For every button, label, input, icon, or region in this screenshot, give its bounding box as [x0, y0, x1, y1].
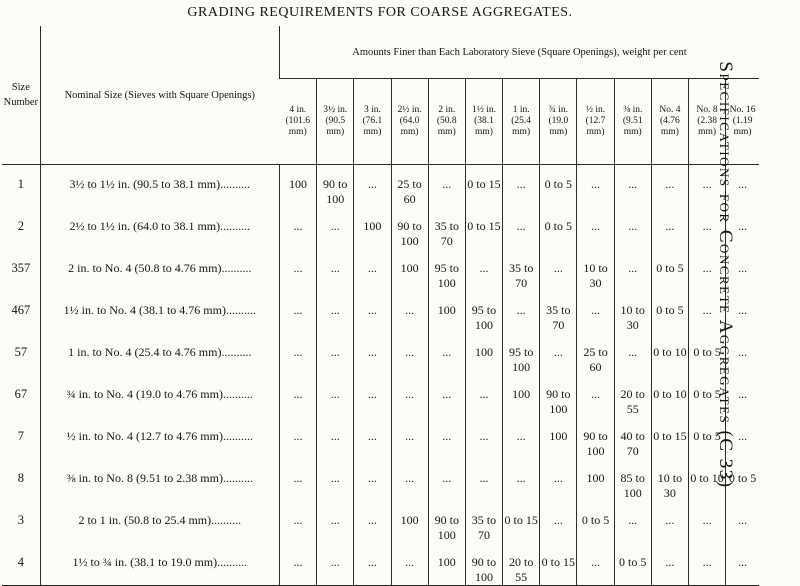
percent-finer-cell: 0 to 5 — [689, 333, 726, 375]
percent-finer-cell: ... — [689, 501, 726, 543]
grading-table — [2, 26, 759, 586]
percent-finer-cell: ... — [614, 207, 651, 249]
size-number-cell: 357 — [11, 261, 31, 275]
table-row — [2, 165, 759, 208]
percent-finer-cell: ... — [726, 207, 759, 249]
percent-finer-cell: ... — [577, 375, 614, 417]
percent-finer-cell: ... — [391, 459, 428, 501]
running-head: Specifications for Concrete Aggregates (C 33) — [715, 61, 736, 489]
nominal-size-header: Nominal Size (Sieves with Square Openings) — [40, 26, 279, 165]
percent-finer-cell: ... — [540, 333, 577, 375]
percent-finer-cell: ... — [354, 165, 391, 208]
size-number-cell: 7 — [17, 429, 24, 443]
percent-finer-cell: 0 to 15 — [540, 543, 577, 586]
nominal-size-cell: 2 in. to No. 4 (50.8 to 4.76 mm).......... — [40, 249, 279, 291]
nominal-size-cell: 3½ to 1½ in. (90.5 to 38.1 mm).......... — [40, 165, 279, 208]
percent-finer-cell: ... — [689, 249, 726, 291]
percent-finer-cell: ... — [503, 459, 540, 501]
table-row — [2, 249, 759, 291]
percent-finer-cell: 90 to 100 — [465, 543, 502, 586]
sieve-header: 2 in. (50.8 mm) — [428, 79, 465, 165]
percent-finer-cell: ... — [354, 459, 391, 501]
size-number-cell: 3 — [17, 513, 24, 527]
percent-finer-cell: ... — [354, 333, 391, 375]
percent-finer-cell: 35 to 70 — [465, 501, 502, 543]
percent-finer-cell: ... — [317, 291, 354, 333]
sieve-header: 2½ in. (64.0 mm) — [391, 79, 428, 165]
size-number-cell: 1 — [17, 177, 24, 191]
percent-finer-cell: ... — [317, 333, 354, 375]
percent-finer-cell: ... — [689, 543, 726, 586]
percent-finer-cell: 0 to 10 — [689, 459, 726, 501]
percent-finer-cell: ... — [279, 333, 316, 375]
percent-finer-cell: ... — [689, 165, 726, 208]
percent-finer-cell: ... — [577, 207, 614, 249]
table-row — [2, 501, 759, 543]
percent-finer-cell: 0 to 15 — [465, 207, 502, 249]
percent-finer-cell: ... — [465, 459, 502, 501]
sieve-header: No. 4 (4.76 mm) — [651, 79, 688, 165]
percent-finer-cell: 0 to 5 — [540, 165, 577, 208]
percent-finer-cell: ... — [726, 375, 759, 417]
percent-finer-cell: ... — [651, 207, 688, 249]
size-number-cell: 467 — [11, 303, 31, 317]
percent-finer-cell: ... — [726, 291, 759, 333]
percent-finer-cell: 25 to 60 — [577, 333, 614, 375]
percent-finer-cell: ... — [540, 459, 577, 501]
percent-finer-cell: ... — [279, 501, 316, 543]
size-number-cell: 67 — [14, 387, 28, 401]
percent-finer-cell: ... — [317, 207, 354, 249]
table-row — [2, 417, 759, 459]
percent-finer-cell: ... — [354, 417, 391, 459]
percent-finer-cell: ... — [614, 333, 651, 375]
percent-finer-cell: 100 — [540, 417, 577, 459]
percent-finer-cell: 20 to 55 — [503, 543, 540, 586]
percent-finer-cell: ... — [540, 501, 577, 543]
percent-finer-cell: 35 to 70 — [503, 249, 540, 291]
percent-finer-cell: ... — [651, 165, 688, 208]
percent-finer-cell: ... — [577, 291, 614, 333]
size-number-cell: 2 — [17, 219, 24, 233]
amounts-finer-header: Amounts Finer than Each Laboratory Sieve (Square Openings), weight per cent — [279, 26, 759, 79]
percent-finer-cell: 90 to 100 — [428, 501, 465, 543]
percent-finer-cell: 0 to 5 — [577, 501, 614, 543]
table-row — [2, 543, 759, 586]
percent-finer-cell: ... — [465, 249, 502, 291]
nominal-size-cell: ¾ in. to No. 4 (19.0 to 4.76 mm).......... — [40, 375, 279, 417]
percent-finer-cell: 0 to 15 — [651, 417, 688, 459]
percent-finer-cell: 0 to 5 — [726, 459, 759, 501]
percent-finer-cell: ... — [354, 501, 391, 543]
percent-finer-cell: 10 to 30 — [651, 459, 688, 501]
percent-finer-cell: 0 to 15 — [503, 501, 540, 543]
table-row — [2, 375, 759, 417]
percent-finer-cell: ... — [391, 543, 428, 586]
percent-finer-cell: ... — [391, 291, 428, 333]
percent-finer-cell: ... — [614, 165, 651, 208]
nominal-size-cell: ½ in. to No. 4 (12.7 to 4.76 mm).......... — [40, 417, 279, 459]
sieve-header: 3½ in. (90.5 mm) — [317, 79, 354, 165]
percent-finer-cell: ... — [317, 249, 354, 291]
percent-finer-cell: ... — [503, 417, 540, 459]
percent-finer-cell: 90 to 100 — [391, 207, 428, 249]
percent-finer-cell: ... — [726, 249, 759, 291]
percent-finer-cell: 0 to 5 — [614, 543, 651, 586]
table-header — [2, 26, 759, 165]
percent-finer-cell: 90 to 100 — [540, 375, 577, 417]
percent-finer-cell: ... — [279, 249, 316, 291]
percent-finer-cell: ... — [428, 333, 465, 375]
percent-finer-cell: ... — [726, 501, 759, 543]
percent-finer-cell: 0 to 15 — [465, 165, 502, 208]
percent-finer-cell: ... — [354, 291, 391, 333]
percent-finer-cell: ... — [465, 417, 502, 459]
percent-finer-cell: ... — [428, 375, 465, 417]
percent-finer-cell: ... — [279, 459, 316, 501]
percent-finer-cell: ... — [503, 165, 540, 208]
percent-finer-cell: ... — [651, 543, 688, 586]
percent-finer-cell: ... — [428, 417, 465, 459]
size-number-header: Size Number — [2, 26, 40, 165]
sieve-header: ½ in. (12.7 mm) — [577, 79, 614, 165]
percent-finer-cell: ... — [503, 291, 540, 333]
percent-finer-cell: ... — [279, 375, 316, 417]
sieve-header: No. 8 (2.38 mm) — [689, 79, 726, 165]
percent-finer-cell: ... — [726, 543, 759, 586]
percent-finer-cell: ... — [428, 459, 465, 501]
percent-finer-cell: ... — [614, 501, 651, 543]
percent-finer-cell: ... — [540, 249, 577, 291]
percent-finer-cell: 90 to 100 — [317, 165, 354, 208]
percent-finer-cell: 10 to 30 — [614, 291, 651, 333]
percent-finer-cell: ... — [651, 501, 688, 543]
nominal-size-cell: 1½ to ¾ in. (38.1 to 19.0 mm).......... — [40, 543, 279, 586]
percent-finer-cell: 100 — [354, 207, 391, 249]
percent-finer-cell: 40 to 70 — [614, 417, 651, 459]
table-row — [2, 291, 759, 333]
sieve-header: 1 in. (25.4 mm) — [503, 79, 540, 165]
percent-finer-cell: 0 to 10 — [651, 333, 688, 375]
percent-finer-cell: 100 — [391, 249, 428, 291]
sieve-header: No. 16 (1.19 mm) — [726, 79, 759, 165]
size-number-cell: 57 — [14, 345, 28, 359]
percent-finer-cell: 0 to 5 — [651, 291, 688, 333]
percent-finer-cell: 100 — [391, 501, 428, 543]
percent-finer-cell: ... — [726, 165, 759, 208]
percent-finer-cell: ... — [279, 291, 316, 333]
percent-finer-cell: 0 to 5 — [689, 375, 726, 417]
percent-finer-cell: ... — [279, 417, 316, 459]
percent-finer-cell: ... — [391, 417, 428, 459]
percent-finer-cell: 90 to 100 — [577, 417, 614, 459]
percent-finer-cell: ... — [726, 417, 759, 459]
percent-finer-cell: 100 — [465, 333, 502, 375]
percent-finer-cell: 85 to 100 — [614, 459, 651, 501]
percent-finer-cell: 95 to 100 — [503, 333, 540, 375]
nominal-size-cell: 2 to 1 in. (50.8 to 25.4 mm).......... — [40, 501, 279, 543]
sieve-header: ⅜ in. (9.51 mm) — [614, 79, 651, 165]
percent-finer-cell: ... — [317, 501, 354, 543]
percent-finer-cell: ... — [391, 375, 428, 417]
percent-finer-cell: ... — [279, 543, 316, 586]
percent-finer-cell: ... — [317, 459, 354, 501]
percent-finer-cell: 20 to 55 — [614, 375, 651, 417]
percent-finer-cell: 35 to 70 — [540, 291, 577, 333]
percent-finer-cell: ... — [726, 333, 759, 375]
percent-finer-cell: ... — [354, 249, 391, 291]
percent-finer-cell: ... — [465, 375, 502, 417]
percent-finer-cell: ... — [279, 207, 316, 249]
percent-finer-cell: ... — [577, 165, 614, 208]
sieve-header: 1½ in. (38.1 mm) — [465, 79, 502, 165]
percent-finer-cell: ... — [354, 375, 391, 417]
size-number-cell: 4 — [17, 555, 24, 569]
table-body — [2, 165, 759, 586]
percent-finer-cell: 95 to 100 — [428, 249, 465, 291]
sieve-header: ¾ in. (19.0 mm) — [540, 79, 577, 165]
percent-finer-cell: ... — [689, 207, 726, 249]
percent-finer-cell: 95 to 100 — [465, 291, 502, 333]
percent-finer-cell: 100 — [428, 291, 465, 333]
percent-finer-cell: 10 to 30 — [577, 249, 614, 291]
percent-finer-cell: ... — [503, 207, 540, 249]
table-row — [2, 207, 759, 249]
percent-finer-cell: ... — [577, 543, 614, 586]
percent-finer-cell: ... — [317, 375, 354, 417]
percent-finer-cell: 0 to 5 — [540, 207, 577, 249]
percent-finer-cell: 100 — [577, 459, 614, 501]
nominal-size-cell: 2½ to 1½ in. (64.0 to 38.1 mm).......... — [40, 207, 279, 249]
percent-finer-cell: 0 to 5 — [689, 417, 726, 459]
percent-finer-cell: ... — [354, 543, 391, 586]
percent-finer-cell: ... — [428, 165, 465, 208]
percent-finer-cell: ... — [614, 249, 651, 291]
size-number-cell: 8 — [17, 471, 24, 485]
percent-finer-cell: 0 to 5 — [651, 249, 688, 291]
percent-finer-cell: ... — [317, 417, 354, 459]
percent-finer-cell: 100 — [279, 165, 316, 208]
nominal-size-cell: 1½ in. to No. 4 (38.1 to 4.76 mm).......... — [40, 291, 279, 333]
percent-finer-cell: 0 to 10 — [651, 375, 688, 417]
percent-finer-cell: 25 to 60 — [391, 165, 428, 208]
nominal-size-cell: ⅜ in. to No. 8 (9.51 to 2.38 mm).......... — [40, 459, 279, 501]
percent-finer-cell: 35 to 70 — [428, 207, 465, 249]
percent-finer-cell: ... — [391, 333, 428, 375]
nominal-size-cell: 1 in. to No. 4 (25.4 to 4.76 mm).......... — [40, 333, 279, 375]
percent-finer-cell: 100 — [428, 543, 465, 586]
sieve-header: 4 in. (101.6 mm) — [285, 105, 311, 137]
sieve-header: 3 in. (76.1 mm) — [354, 79, 391, 165]
percent-finer-cell: 100 — [503, 375, 540, 417]
percent-finer-cell: ... — [317, 543, 354, 586]
table-title: GRADING REQUIREMENTS FOR COARSE AGGREGATES. — [187, 5, 573, 20]
percent-finer-cell: ... — [689, 291, 726, 333]
table-row — [2, 459, 759, 501]
table-row — [2, 333, 759, 375]
